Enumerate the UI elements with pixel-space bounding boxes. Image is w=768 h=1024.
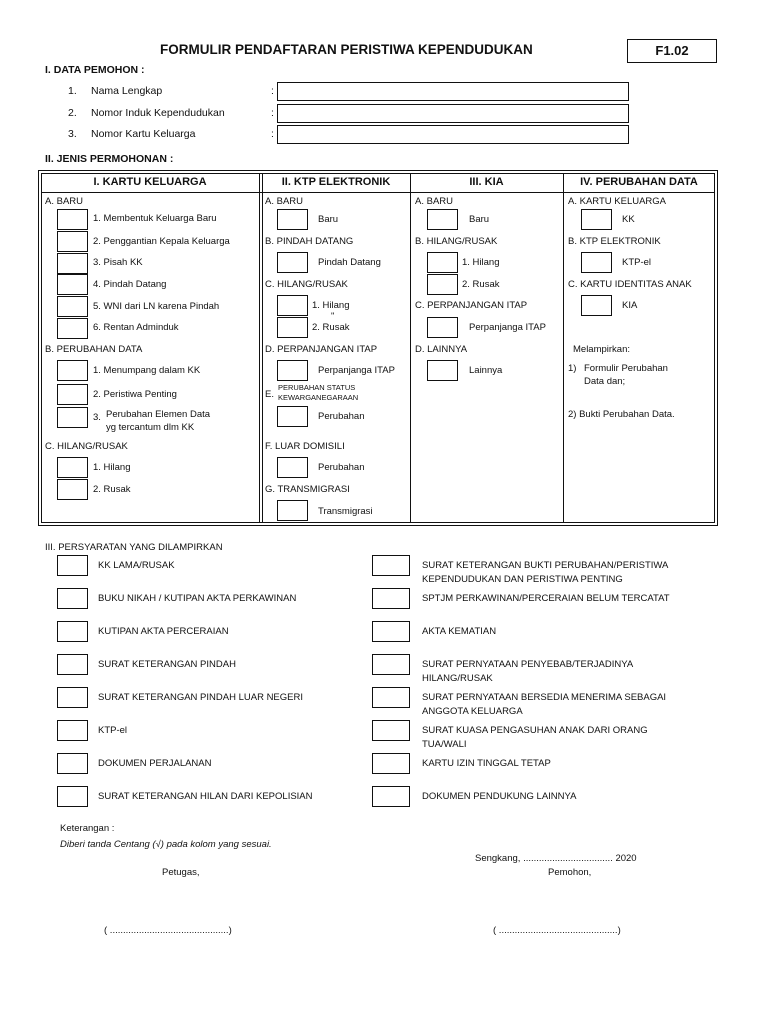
- kia-lainnya-label: Lainnya: [469, 365, 503, 376]
- kk-elemen-data-checkbox[interactable]: [57, 407, 88, 428]
- requirement-left-4-checkbox[interactable]: [57, 654, 88, 675]
- kia-category-hilang-rusak: B. HILANG/RUSAK: [415, 236, 498, 247]
- requirement-right-4-label-2: HILANG/RUSAK: [422, 673, 493, 684]
- kk-menumpang-label: 1. Menumpang dalam KK: [93, 365, 201, 376]
- requirement-right-5-checkbox[interactable]: [372, 687, 410, 708]
- ktp-pindah-datang-label: Pindah Datang: [318, 257, 381, 268]
- requirement-right-7-checkbox[interactable]: [372, 753, 410, 774]
- petugas-label: Petugas,: [162, 867, 200, 878]
- requirement-right-3-label-1: AKTA KEMATIAN: [422, 626, 497, 637]
- kia-perpanjangan-itap-label: Perpanjanga ITAP: [469, 322, 546, 333]
- kk-hilang-label: 1. Hilang: [93, 462, 131, 473]
- kia-rusak-checkbox[interactable]: [427, 274, 458, 295]
- column-divider-1: [259, 173, 260, 523]
- pd-attachment-1-line-1: Formulir Perubahan: [584, 363, 668, 374]
- requirement-right-4-checkbox[interactable]: [372, 654, 410, 675]
- kk-elemen-data-number: 3.: [93, 412, 101, 423]
- ktp-perubahan-status-label: Perubahan: [318, 411, 365, 422]
- requirement-right-7-label-1: KARTU IZIN TINGGAL TETAP: [422, 758, 551, 769]
- requirement-left-6-checkbox[interactable]: [57, 720, 88, 741]
- ktp-category-pindah-datang: B. PINDAH DATANG: [265, 236, 354, 247]
- ktp-rusak-label: 2. Rusak: [312, 322, 350, 333]
- ktp-rusak-checkbox[interactable]: [277, 317, 308, 338]
- requirement-right-1-label-2: KEPENDUDUKAN DAN PERISTIWA PENTING: [422, 574, 623, 585]
- petugas-signature-line[interactable]: ( .............................................): [104, 925, 232, 936]
- requirement-right-3-checkbox[interactable]: [372, 621, 410, 642]
- form-code: F1.02: [627, 39, 717, 63]
- kk-wni-ln-checkbox[interactable]: [57, 296, 88, 317]
- ktp-category-perubahan-status-1: PERUBAHAN STATUS: [278, 383, 356, 392]
- pd-ktp-el-checkbox[interactable]: [581, 252, 612, 273]
- field-2-colon: :: [271, 107, 274, 119]
- kk-rusak-label: 2. Rusak: [93, 484, 131, 495]
- ktp-category-luar-domisili: F. LUAR DOMISILI: [265, 441, 345, 452]
- kia-baru-label: Baru: [469, 214, 490, 225]
- ktp-hilang-label: 1. Hilang: [312, 300, 350, 311]
- kk-category-baru: A. BARU: [45, 196, 84, 207]
- pd-attachments-heading: Melampirkan:: [573, 344, 631, 355]
- requirement-right-2-label-1: SPTJM PERKAWINAN/PERCERAIAN BELUM TERCATAT: [422, 593, 670, 604]
- requirement-right-8-checkbox[interactable]: [372, 786, 410, 807]
- kk-wni-ln-label: 5. WNI dari LN karena Pindah: [93, 301, 220, 312]
- place-date: Sengkang, .................................. 2020: [475, 853, 637, 864]
- kia-category-baru: A. BARU: [415, 196, 454, 207]
- ktp-category-e-letter: E.: [265, 389, 274, 400]
- pd-ktp-el-label: KTP-el: [622, 257, 652, 268]
- requirement-left-6-label: KTP-el: [98, 725, 128, 736]
- column-header-ktp-elektronik: II. KTP ELEKTRONIK: [281, 176, 391, 188]
- kk-peristiwa-checkbox[interactable]: [57, 384, 88, 405]
- kk-rentan-label: 6. Rentan Adminduk: [93, 322, 179, 333]
- field-3-colon: :: [271, 128, 274, 140]
- field-3-number: 3.: [68, 128, 77, 140]
- column-divider-3: [563, 173, 564, 523]
- ktp-perpanjangan-itap-label: Perpanjanga ITAP: [318, 365, 395, 376]
- ktp-category-transmigrasi: G. TRANSMIGRASI: [265, 484, 350, 495]
- ktp-category-baru: A. BARU: [265, 196, 304, 207]
- ktp-hilang-checkbox[interactable]: [277, 295, 308, 316]
- column-divider-2: [410, 173, 411, 523]
- requirement-right-1-label-1: SURAT KETERANGAN BUKTI PERUBAHAN/PERISTIWA: [422, 560, 669, 571]
- column-divider-1b: [262, 173, 263, 523]
- kk-elemen-data-label-1: Perubahan Elemen Data: [106, 409, 211, 420]
- keterangan-text: Diberi tanda Centang (√) pada kolom yang sesuai.: [60, 839, 272, 850]
- field-nama-lengkap-label: Nama Lengkap: [91, 85, 163, 97]
- form-title: FORMULIR PENDAFTARAN PERISTIWA KEPENDUDUKAN: [160, 42, 533, 57]
- requirement-right-6-checkbox[interactable]: [372, 720, 410, 741]
- requirement-left-7-label: DOKUMEN PERJALANAN: [98, 758, 212, 769]
- pd-attachment-1-line-2: Data dan;: [584, 376, 626, 387]
- nama-lengkap-field[interactable]: [277, 82, 629, 101]
- pd-attachment-2: 2) Bukti Perubahan Data.: [568, 409, 675, 420]
- keterangan-heading: Keterangan :: [60, 823, 115, 834]
- column-header-kartu-keluarga: I. KARTU KELUARGA: [93, 176, 207, 188]
- kk-penggantian-label: 2. Penggantian Kepala Keluarga: [93, 236, 230, 247]
- kk-elemen-data-label-2: yg tercantum dlm KK: [106, 422, 195, 433]
- pd-kk-label: KK: [622, 214, 635, 225]
- requirement-right-5-label-1: SURAT PERNYATAAN BERSEDIA MENERIMA SEBAGAI: [422, 692, 667, 703]
- field-1-number: 1.: [68, 85, 77, 97]
- kia-rusak-label: 2. Rusak: [462, 279, 500, 290]
- field-1-colon: :: [271, 85, 274, 97]
- kk-hilang-checkbox[interactable]: [57, 457, 88, 478]
- ktp-hilang-ditto-mark: ": [331, 311, 335, 322]
- kk-pisah-checkbox[interactable]: [57, 253, 88, 274]
- ktp-transmigrasi-label: Transmigrasi: [318, 506, 373, 517]
- ktp-luar-domisili-checkbox[interactable]: [277, 457, 308, 478]
- requirement-left-8-label: SURAT KETERANGAN HILAN DARI KEPOLISIAN: [98, 791, 313, 802]
- requirement-left-3-label: KUTIPAN AKTA PERCERAIAN: [98, 626, 229, 637]
- section-data-pemohon-heading: I. DATA PEMOHON :: [45, 64, 145, 76]
- ktp-perpanjangan-itap-checkbox[interactable]: [277, 360, 308, 381]
- kk-rentan-checkbox[interactable]: [57, 318, 88, 339]
- requirement-left-7-checkbox[interactable]: [57, 753, 88, 774]
- kia-hilang-label: 1. Hilang: [462, 257, 500, 268]
- pd-category-ktp-elektronik: B. KTP ELEKTRONIK: [568, 236, 661, 247]
- section-persyaratan-heading: III. PERSYARATAN YANG DILAMPIRKAN: [45, 542, 223, 553]
- requirement-right-8-label-1: DOKUMEN PENDUKUNG LAINNYA: [422, 791, 577, 802]
- pemohon-signature-line[interactable]: ( .............................................): [493, 925, 621, 936]
- requirement-left-1-label: KK LAMA/RUSAK: [98, 560, 175, 571]
- requirement-left-1-checkbox[interactable]: [57, 555, 88, 576]
- requirement-left-5-checkbox[interactable]: [57, 687, 88, 708]
- kia-hilang-checkbox[interactable]: [427, 252, 458, 273]
- pd-attachment-1-number: 1): [568, 363, 577, 374]
- pd-kia-checkbox[interactable]: [581, 295, 612, 316]
- ktp-category-perubahan-status-2: KEWARGANEGARAAN: [278, 393, 359, 402]
- no-kk-field[interactable]: [277, 125, 629, 144]
- ktp-pindah-datang-checkbox[interactable]: [277, 252, 308, 273]
- ktp-transmigrasi-checkbox[interactable]: [277, 500, 308, 521]
- kk-pisah-label: 3. Pisah KK: [93, 257, 143, 268]
- kk-membentuk-label: 1. Membentuk Keluarga Baru: [93, 213, 217, 224]
- column-header-perubahan-data: IV. PERUBAHAN DATA: [580, 176, 698, 188]
- kk-pindah-datang-label: 4. Pindah Datang: [93, 279, 167, 290]
- kk-category-perubahan-data: B. PERUBAHAN DATA: [45, 344, 143, 355]
- kia-perpanjangan-itap-checkbox[interactable]: [427, 317, 458, 338]
- kk-rusak-checkbox[interactable]: [57, 479, 88, 500]
- ktp-category-perpanjangan-itap: D. PERPANJANGAN ITAP: [265, 344, 378, 355]
- kk-pindah-datang-checkbox[interactable]: [57, 274, 88, 295]
- kia-category-perpanjangan-itap: C. PERPANJANGAN ITAP: [415, 300, 528, 311]
- table-header-divider: [41, 192, 715, 193]
- kk-penggantian-checkbox[interactable]: [57, 231, 88, 252]
- ktp-perubahan-status-checkbox[interactable]: [277, 406, 308, 427]
- requirement-left-2-label: BUKU NIKAH / KUTIPAN AKTA PERKAWINAN: [98, 593, 297, 604]
- requirement-left-3-checkbox[interactable]: [57, 621, 88, 642]
- kk-menumpang-checkbox[interactable]: [57, 360, 88, 381]
- kk-membentuk-checkbox[interactable]: [57, 209, 88, 230]
- requirement-right-5-label-2: ANGGOTA KELUARGA: [422, 706, 523, 717]
- requirement-right-1-checkbox[interactable]: [372, 555, 410, 576]
- requirement-left-5-label: SURAT KETERANGAN PINDAH LUAR NEGERI: [98, 692, 303, 703]
- ktp-baru-label: Baru: [318, 214, 339, 225]
- column-header-kia: III. KIA: [469, 176, 504, 188]
- kia-baru-checkbox[interactable]: [427, 209, 458, 230]
- pd-category-kia: C. KARTU IDENTITAS ANAK: [568, 279, 692, 290]
- requirement-right-4-label-1: SURAT PERNYATAAN PENYEBAB/TERJADINYA: [422, 659, 634, 670]
- ktp-baru-checkbox[interactable]: [277, 209, 308, 230]
- requirement-left-8-checkbox[interactable]: [57, 786, 88, 807]
- pemohon-label: Pemohon,: [548, 867, 592, 878]
- requirement-right-6-label-2: TUA/WALI: [422, 739, 467, 750]
- section-jenis-permohonan-heading: II. JENIS PERMOHONAN :: [45, 153, 174, 165]
- requirement-left-2-checkbox[interactable]: [57, 588, 88, 609]
- kia-category-lainnya: D. LAINNYA: [415, 344, 468, 355]
- requirement-left-4-label: SURAT KETERANGAN PINDAH: [98, 659, 236, 670]
- nik-field[interactable]: [277, 104, 629, 123]
- field-no-kk-label: Nomor Kartu Keluarga: [91, 128, 196, 140]
- pd-kia-label: KIA: [622, 300, 638, 311]
- kk-category-hilang-rusak: C. HILANG/RUSAK: [45, 441, 128, 452]
- kia-lainnya-checkbox[interactable]: [427, 360, 458, 381]
- field-2-number: 2.: [68, 107, 77, 119]
- kk-peristiwa-label: 2. Peristiwa Penting: [93, 389, 177, 400]
- requirement-right-2-checkbox[interactable]: [372, 588, 410, 609]
- requirement-right-6-label-1: SURAT KUASA PENGASUHAN ANAK DARI ORANG: [422, 725, 648, 736]
- pd-kk-checkbox[interactable]: [581, 209, 612, 230]
- ktp-luar-domisili-label: Perubahan: [318, 462, 365, 473]
- field-nik-label: Nomor Induk Kependudukan: [91, 107, 225, 119]
- ktp-category-hilang-rusak: C. HILANG/RUSAK: [265, 279, 348, 290]
- pd-category-kartu-keluarga: A. KARTU KELUARGA: [568, 196, 667, 207]
